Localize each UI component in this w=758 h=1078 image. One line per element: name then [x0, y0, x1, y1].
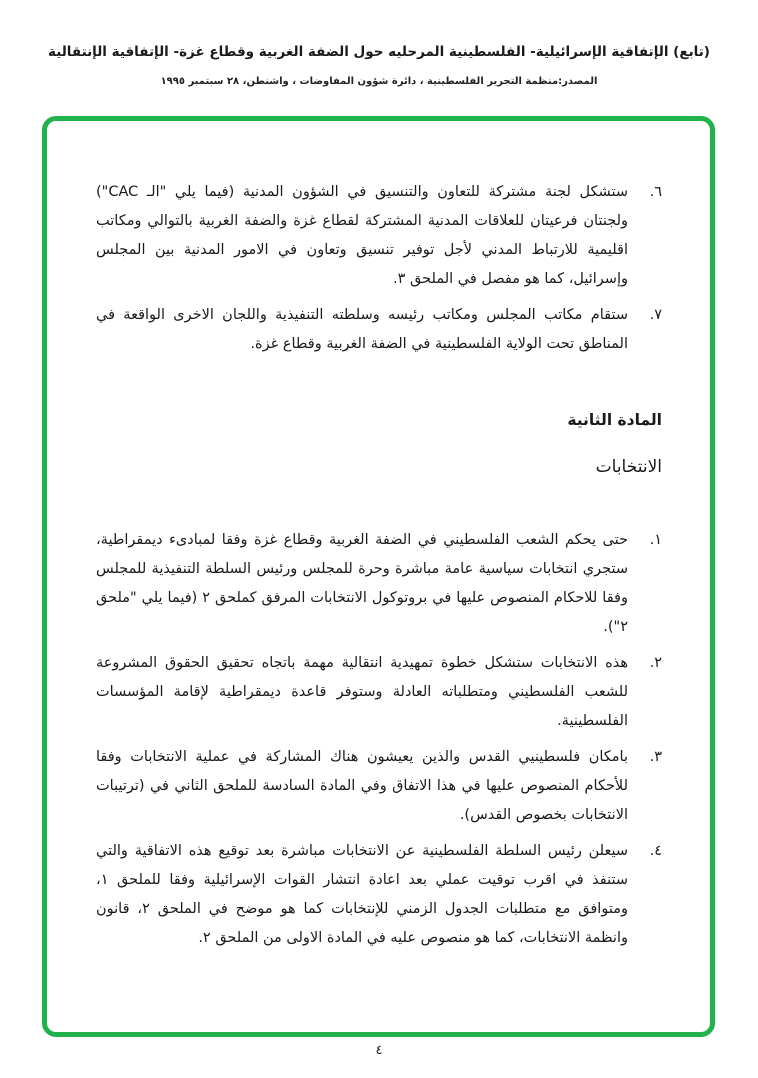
list-item-text: ستقام مكاتب المجلس ومكاتب رئيسه وسلطته التنفيذية واللجان الاخرى الواقعة في المناطق تحت الولاية الفلسطينية في الضفة الغربية وقطاع غزة. [96, 307, 628, 352]
list-item-number: ٢. [649, 655, 662, 671]
list-item-1 [96, 526, 662, 642]
list-item-text: ستشكل لجنة مشتركة للتعاون والتنسيق في الشؤون المدنية (فيما يلي "الـ CAC") ولجنتان فرعيتان للعلاقات المدنية المشتركة لقطاع غزة والضفة الغربية بالتوالي ومكاتب اقليمية للارتباط المدني لأجل توفير تنسيق وتعاون في الامور المدنية بين المجلس وإسرائيل، كما هو مفصل في الملحق ٣. [96, 184, 628, 287]
list-item-text: سيعلن رئيس السلطة الفلسطينية عن الانتخابات مباشرة بعد توقيع هذه الاتفاقية والتي ستنفذ في اقرب توقيت عملي بعد اعادة انتشار القوات الإسرائيلية وفقا للملحق ١، ومتوافق مع متطلبات الجدول الزمني للإنتخابات كما هو موضح في الملحق ٢، قانون وانظمة الانتخابات، كما هو منصوص عليه في المادة الاولى من الملحق ٢. [96, 843, 628, 946]
list-item-7 [96, 301, 662, 359]
list-item-6 [96, 178, 662, 294]
document-title: (تابع) الإتفاقية الإسرائيلية- الفلسطينية المرحليه حول الضفة الغربية وقطاع غزة- الإتفاقية الإنتقالية [48, 44, 710, 60]
list-item-text: حتى يحكم الشعب الفلسطيني في الضفة الغربية وقطاع غزة وفقا لمبادىء ديمقراطية، ستجري انتخابات سياسية عامة مباشرة وحرة للمجلس ورئيس السلطة التنفيذية للمجلس وفقا للاحكام المنصوص عليها في بروتوكول الانتخابات المرفق كملحق ٢ (فيما يلي "ملحق ٢"). [96, 532, 628, 635]
list-item-text: هذه الانتخابات ستشكل خطوة تمهيدية انتقالية مهمة باتجاه تحقيق الحقوق المشروعة للشعب الفلسطيني ومتطلباته العادلة وستوفر قاعدة ديمقراطية لإقامة المؤسسات الفلسطينية. [96, 655, 628, 729]
page-number: ٤ [375, 1043, 383, 1058]
list-item-number: ٣. [649, 749, 662, 765]
document-body [96, 178, 662, 960]
list-item-number: ١. [649, 532, 662, 548]
list-item-number: ٧. [649, 307, 662, 323]
document-source-line: المصدر:منظمة التحرير الفلسطينية ، دائرة شؤون المفاوضات ، واشنطن، ٢٨ سبتمبر ١٩٩٥ [160, 76, 598, 87]
section-title: المادة الثانية [567, 411, 662, 429]
list-item-4 [96, 837, 662, 953]
list-item-3 [96, 743, 662, 830]
list-item-number: ٦. [649, 184, 662, 200]
list-item-number: ٤. [649, 843, 662, 859]
list-item-2 [96, 649, 662, 736]
section-subtitle: الانتخابات [595, 457, 662, 477]
list-item-text: بامكان فلسطينيي القدس والذين يعيشون هناك المشاركة في عملية الانتخابات وفقا للأحكام المنصوص عليها في هذا الاتفاق وفي المادة السادسة للملحق الثاني في (ترتيبات الانتخابات بخصوص القدس). [96, 749, 628, 823]
page-header [0, 44, 758, 87]
